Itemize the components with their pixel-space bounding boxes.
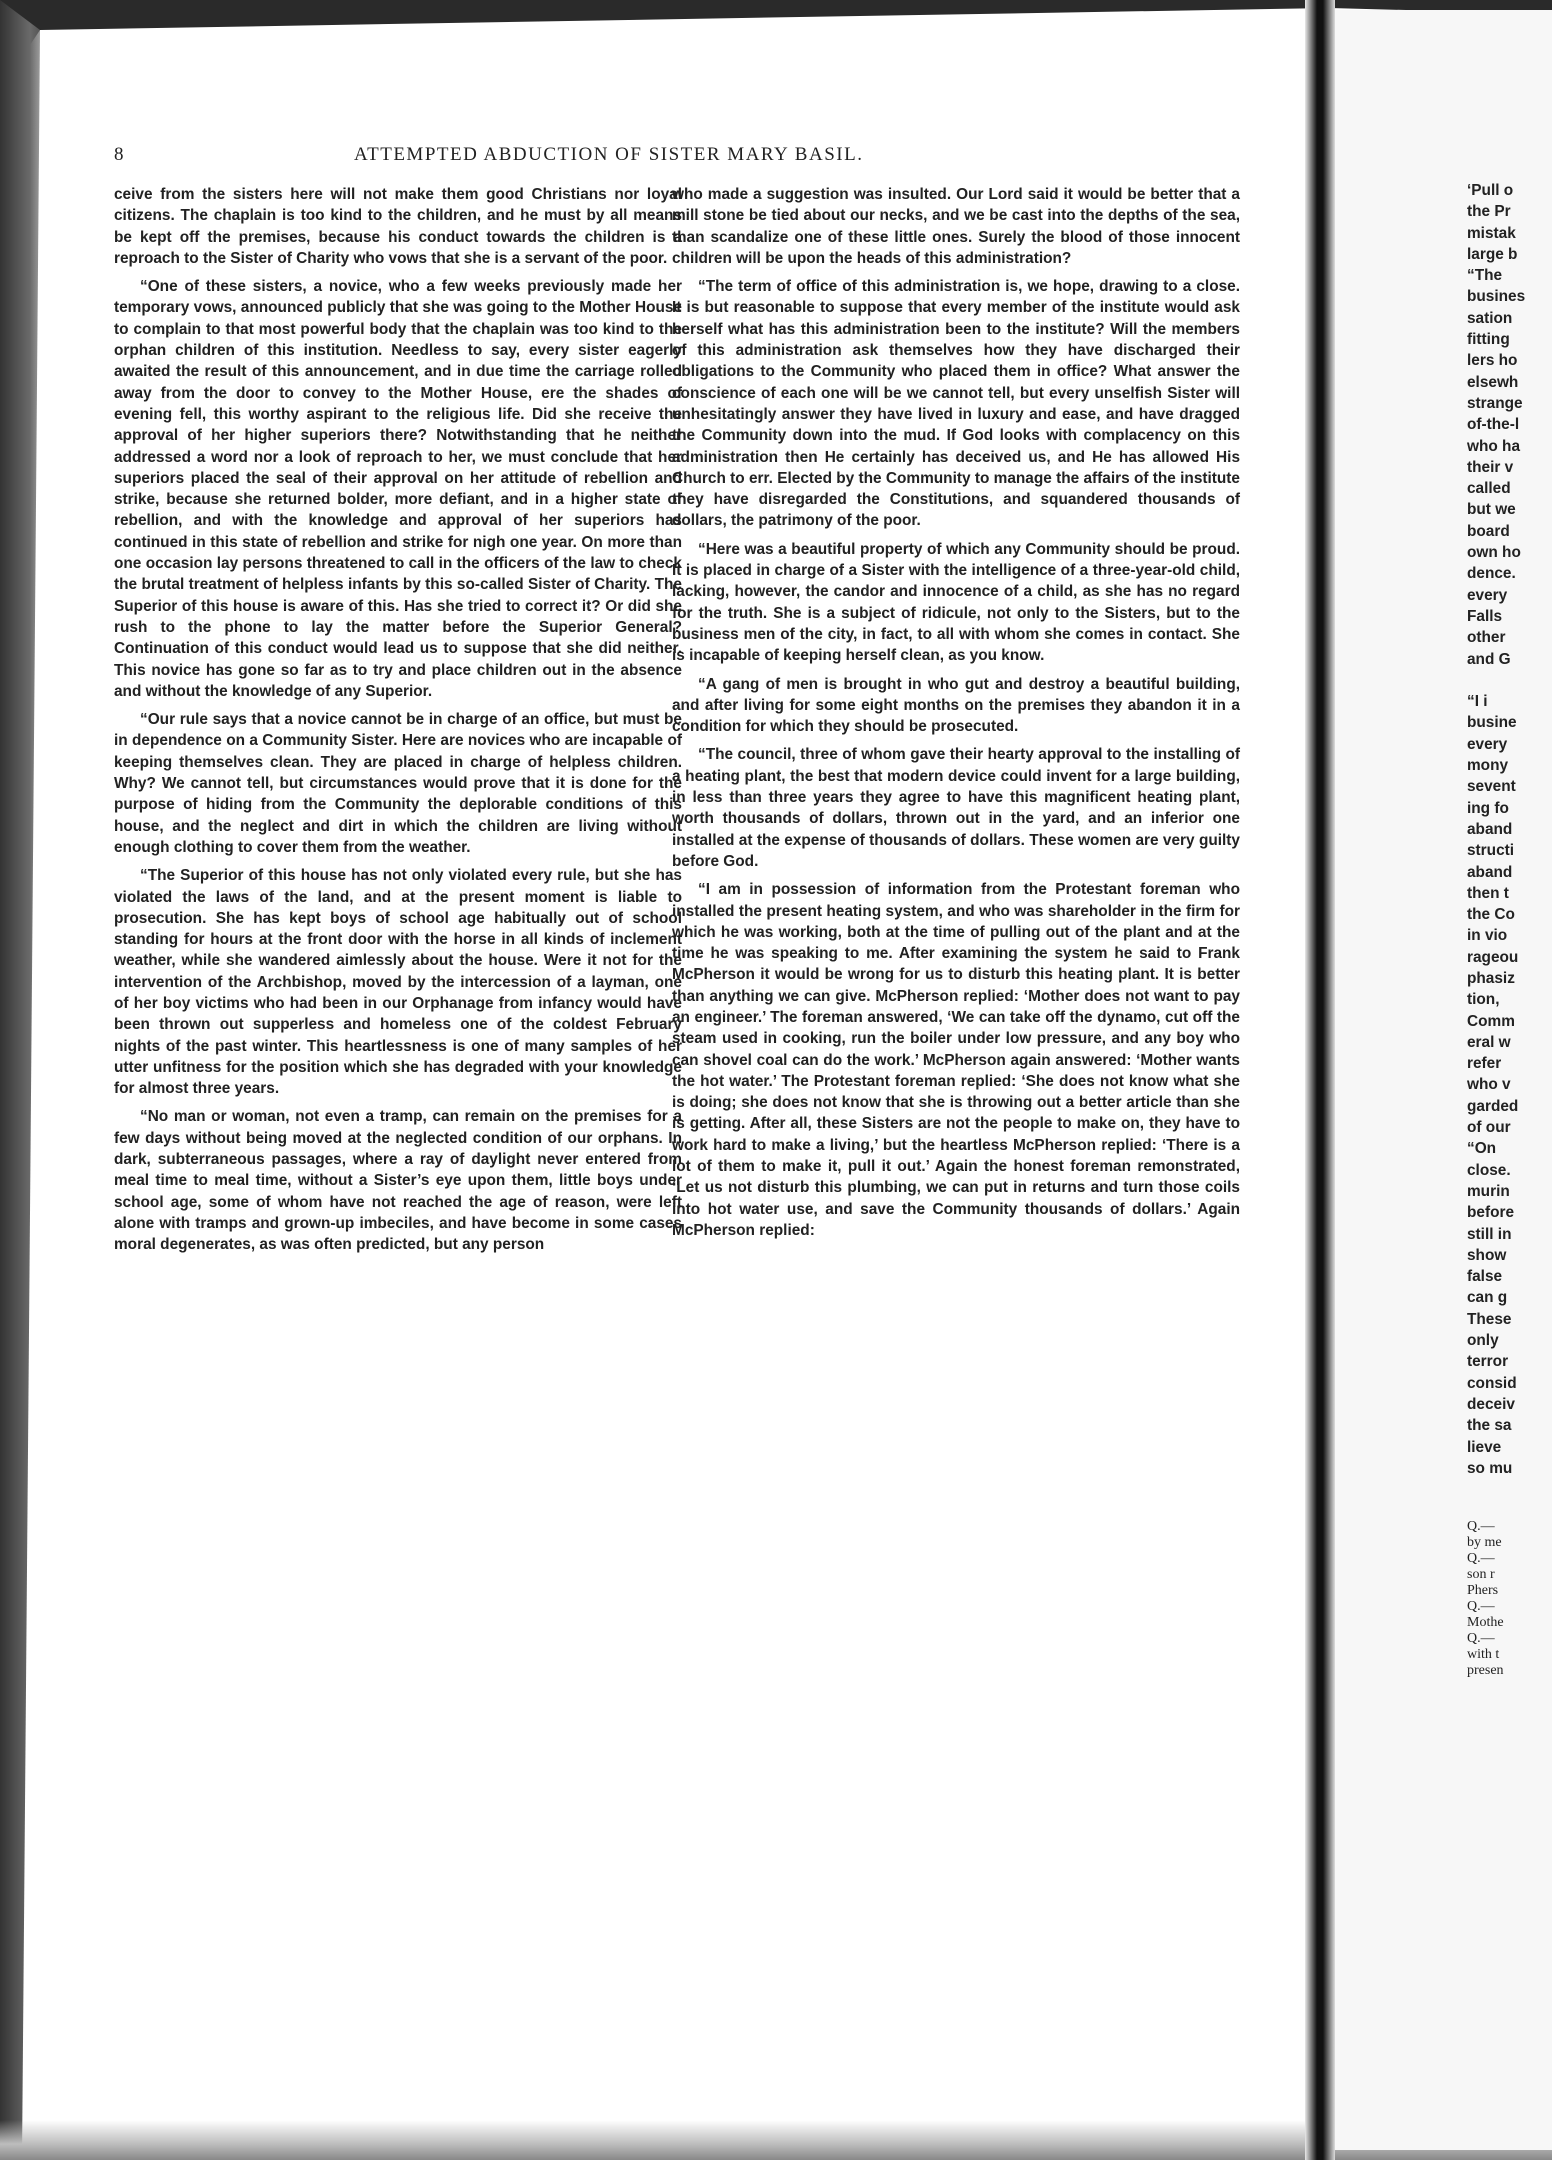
facing-page-line: in vio [1467, 927, 1508, 945]
facing-page-line: “I i [1467, 693, 1488, 711]
facing-page-text [1467, 180, 1552, 1679]
facing-page-question-line: Phers [1467, 1583, 1499, 1599]
paragraph: “I am in possession of information from the Protestant foreman who installed the present heating system, and who was shareholder in the firm for which he was working, both at the time of pulling out of the plant and at the time he was speaking to me. After examining the system he said to Frank McPherson it would be wrong for us to disturb this heating plant. It is better than anything we can give. McPherson replied: ‘Mother does not want to pay an engineer.’ The foreman answered, ‘We can take off the dynamo, cut off the steam used in cooking, run the boiler under low pressure, and any boy who can shovel coal can do the work.’ McPherson again answered: ‘Mother wants the hot water.’ The Protestant foreman replied: ‘She does not know what she is doing; she does not know that she is throwing out a better article than she is getting. After all, these Sisters are not the people to make on, they have to work hard to make a living,’ but the heartless McPherson replied: ‘There is a lot of them to make it, pull it out.’ Again the honest foreman remonstrated, ‘Let us not disturb this plumbing, we can put in returns and turn those coils into hot water use, and save the Community thousands of dollars.’ Again McPherson replied: [672, 881, 1240, 1239]
facing-page-line: strange [1467, 394, 1523, 412]
facing-page-line: and G [1467, 650, 1511, 668]
facing-page-line: but we [1467, 501, 1516, 519]
facing-page-line: own ho [1467, 544, 1521, 562]
facing-page-line: the Pr [1467, 203, 1511, 221]
facing-page-line: garded [1467, 1097, 1519, 1115]
facing-page-line: their v [1467, 458, 1514, 476]
running-title: ATTEMPTED ABDUCTION OF SISTER MARY BASIL. [354, 144, 864, 165]
facing-page-line: show [1467, 1246, 1507, 1264]
facing-page-line: murin [1467, 1182, 1510, 1200]
facing-page [1335, 10, 1552, 2150]
facing-page-question-line: with t [1467, 1647, 1500, 1663]
left-column [114, 184, 682, 1263]
facing-page-line: busines [1467, 288, 1526, 306]
facing-page-line: consid [1467, 1374, 1517, 1392]
facing-page-line: close. [1467, 1161, 1511, 1179]
facing-page-line: the Co [1467, 906, 1515, 924]
facing-page-line: can g [1467, 1289, 1508, 1307]
facing-page-question-line: son r [1467, 1567, 1495, 1583]
facing-page-line: large b [1467, 245, 1518, 263]
facing-page-question-line: Q.— [1467, 1519, 1495, 1535]
facing-page-line: of our [1467, 1119, 1511, 1137]
facing-page-line: aband [1467, 863, 1513, 881]
paragraph: “No man or woman, not even a tramp, can remain on the premises for a few days without being moved at the neglected condition of our orphans. In dark, subterraneous passages, where a ray of daylight never entered from meal time to meal time, without a Sister’s eye upon them, little boys under school age, some of whom have not reached the age of reason, were left alone with tramps and grown-up imbeciles, and have become in some cases moral degenerates, as was often predicted, but any person [114, 1108, 682, 1254]
facing-page-line: lers ho [1467, 352, 1518, 370]
facing-page-line: “On [1467, 1140, 1497, 1158]
facing-page-question-line: Q.— [1467, 1599, 1495, 1615]
facing-page-line: before [1467, 1204, 1515, 1222]
facing-page-line: deceiv [1467, 1395, 1515, 1413]
facing-page-question-line: Q.— [1467, 1551, 1495, 1567]
paragraph: “Our rule says that a novice cannot be in charge of an office, but must be in dependence on a Community Sister. Here are novices who are incapable of keeping themselves clean. They are placed in charge of helpless children. Why? We cannot tell, but circumstances would prove that it is done for the purpose of hiding from the Community the deplorable conditions of this house, and the neglect and dirt in which the children are living without enough clothing to cover them from the weather. [114, 711, 682, 856]
page-header [114, 144, 1164, 174]
facing-page-line: These [1467, 1310, 1512, 1328]
facing-page-spacer [1467, 1479, 1552, 1519]
facing-page-line: other [1467, 629, 1506, 647]
facing-page-line: mony [1467, 757, 1509, 775]
facing-page-line: mistak [1467, 224, 1516, 242]
facing-page-line: board [1467, 522, 1510, 540]
facing-page-line: rageou [1467, 948, 1519, 966]
page-number: 8 [114, 144, 125, 165]
facing-page-line: busine [1467, 714, 1517, 732]
paragraph: “The council, three of whom gave their hearty approval to the installing of a heating plant, the best that modern device could invent for a large building, in less than three years they agree to have this magnificent heating plant, worth thousands of dollars, thrown out in the yard, and an inferior one installed at the expense of thousands of dollars. These women are very guilty before God. [672, 746, 1240, 870]
facing-page-question-line: by me [1467, 1535, 1502, 1551]
facing-page-line: every [1467, 735, 1508, 753]
facing-page-line: Falls [1467, 607, 1503, 625]
facing-page-line: terror [1467, 1353, 1509, 1371]
facing-page-line: every [1467, 586, 1508, 604]
paragraph: “The Superior of this house has not only violated every rule, but she has violated the laws of the land, and at the present moment is liable to prosecution. She has kept boys of school age habitually out of school standing for hours at the front door with the horse in all kinds of inclement weather, while she wandered aimlessly about the house. Were it not for the intervention of the Archbishop, moved by the intercession of a layman, one of her boy victims who had been in our Orphanage from infancy would have been thrown out supperless and homeless one of the coldest February nights of the past winter. This heartlessness is one of many samples of her utter unfitness for the position which she has degraded with your knowledge for almost three years. [114, 867, 682, 1098]
facing-page-line: ‘Pull o [1467, 182, 1514, 199]
facing-page-line: sevent [1467, 778, 1516, 796]
facing-page-line: then t [1467, 884, 1509, 902]
facing-page-line: of-the-l [1467, 416, 1520, 434]
facing-page-question-line: Q.— [1467, 1631, 1495, 1647]
facing-page-question-line: presen [1467, 1663, 1504, 1679]
facing-page-line: still in [1467, 1225, 1512, 1243]
facing-page-line: tion, [1467, 991, 1500, 1009]
paragraph: ceive from the sisters here will not make them good Christians nor loyal citizens. The chaplain is too kind to the children, and he must by all means be kept off the premises, because his conduct towards the children is a reproach to the Sister of Charity who vows that she is a servant of the poor. [114, 186, 682, 267]
facing-page-line: eral w [1467, 1033, 1511, 1051]
facing-page-line: called [1467, 480, 1511, 498]
facing-page-line: sation [1467, 309, 1513, 327]
facing-page-line: refer [1467, 1055, 1502, 1073]
right-column [672, 184, 1240, 1248]
facing-page-line: ing fo [1467, 799, 1509, 817]
facing-page-line: phasiz [1467, 969, 1515, 987]
facing-page-line: elsewh [1467, 373, 1519, 391]
facing-page-line: who v [1467, 1076, 1511, 1094]
facing-page-line: structi [1467, 842, 1515, 860]
paragraph: “A gang of men is brought in who gut and destroy a beautiful building, and after living for some eight months on the premises they abandon it in a condition for which they should be prosecuted. [672, 675, 1240, 736]
paragraph: “One of these sisters, a novice, who a few weeks previously made her temporary vows, announced publicly that she was going to the Mother House to complain to that most powerful body that the chaplain was too kind to the orphan children of this institution. Needless to say, every sister eagerly awaited the result of this announcement, and in due time the carriage rolled away from the door to convey to the Mother House, ere the shades of evening fell, this worthy aspirant to the religious life. Did she receive the approval of her higher superiors there? Notwithstanding that he neither addressed a word nor a look of reproach to her, we must conclude that her superiors placed the seal of their approval on her attitude of rebellion and strike, because she returned bolder, more defiant, and in a higher state of rebellion, and with the knowledge and approval of her superiors has continued in this state of rebellion and strike for nigh one year. On more than one occasion lay persons threatened to call in the officers of the law to check the brutal treatment of helpless infants by this so-called Sister of Charity. The Superior of this house is aware of this. Has she tried to correct it? Or did she rush to the phone to lay the matter before the Superior General? Continuation of this conduct would lead us to suppose that she did neither. This novice has gone so far as to try and place children out in the absence and without the knowledge of any Superior. [114, 278, 682, 700]
facing-page-question-line: Mothe [1467, 1615, 1504, 1631]
facing-page-line: Comm [1467, 1012, 1515, 1030]
facing-page-line: “The [1467, 267, 1503, 285]
facing-page-line: fitting [1467, 331, 1510, 349]
facing-page-line: aband [1467, 820, 1513, 838]
facing-page-line [1467, 670, 1552, 691]
book-gutter [1305, 0, 1335, 2160]
facing-page-line: dence. [1467, 565, 1516, 583]
facing-page-line: the sa [1467, 1417, 1512, 1435]
paragraph: “The term of office of this administration is, we hope, drawing to a close. It is but reasonable to suppose that every member of the institute would ask herself what has this administration been to the institute? Will the members of this administration ask themselves how they have discharged their obligations to the Community who placed them in office? What answer the conscience of each one will be we cannot tell, but every unselfish Sister will unhesitatingly answer they have lived in luxury and ease, and have dragged the Community down into the mud. If God looks with complacency on this administration then He certainly has deceived us, and He has allowed His Church to err. Elected by the Community to manage the affairs of the institute they have disregarded the Constitutions, and squandered thousands of dollars, the patrimony of the poor. [672, 278, 1240, 530]
facing-page-line: false [1467, 1268, 1503, 1286]
facing-page-line: who ha [1467, 437, 1521, 455]
paragraph: who made a suggestion was insulted. Our Lord said it would be better that a mill stone be tied about our necks, and we be cast into the depths of the sea, than scandalize one of these little ones. Surely the blood of those innocent children will be upon the heads of this administration? [672, 186, 1240, 267]
facing-page-line: lieve [1467, 1438, 1502, 1456]
facing-page-line: only [1467, 1332, 1499, 1350]
paragraph: “Here was a beautiful property of which any Community should be proud. It is placed in charge of a Sister with the intelligence of a three-year-old child, lacking, however, the candor and innocence of a child, as she has no regard for the truth. She is a subject of ridicule, not only to the Sisters, but to the business men of the city, in fact, to all with whom she comes in contact. She is incapable of keeping herself clean, as you know. [672, 540, 1240, 665]
facing-page-line: so mu [1467, 1459, 1513, 1477]
